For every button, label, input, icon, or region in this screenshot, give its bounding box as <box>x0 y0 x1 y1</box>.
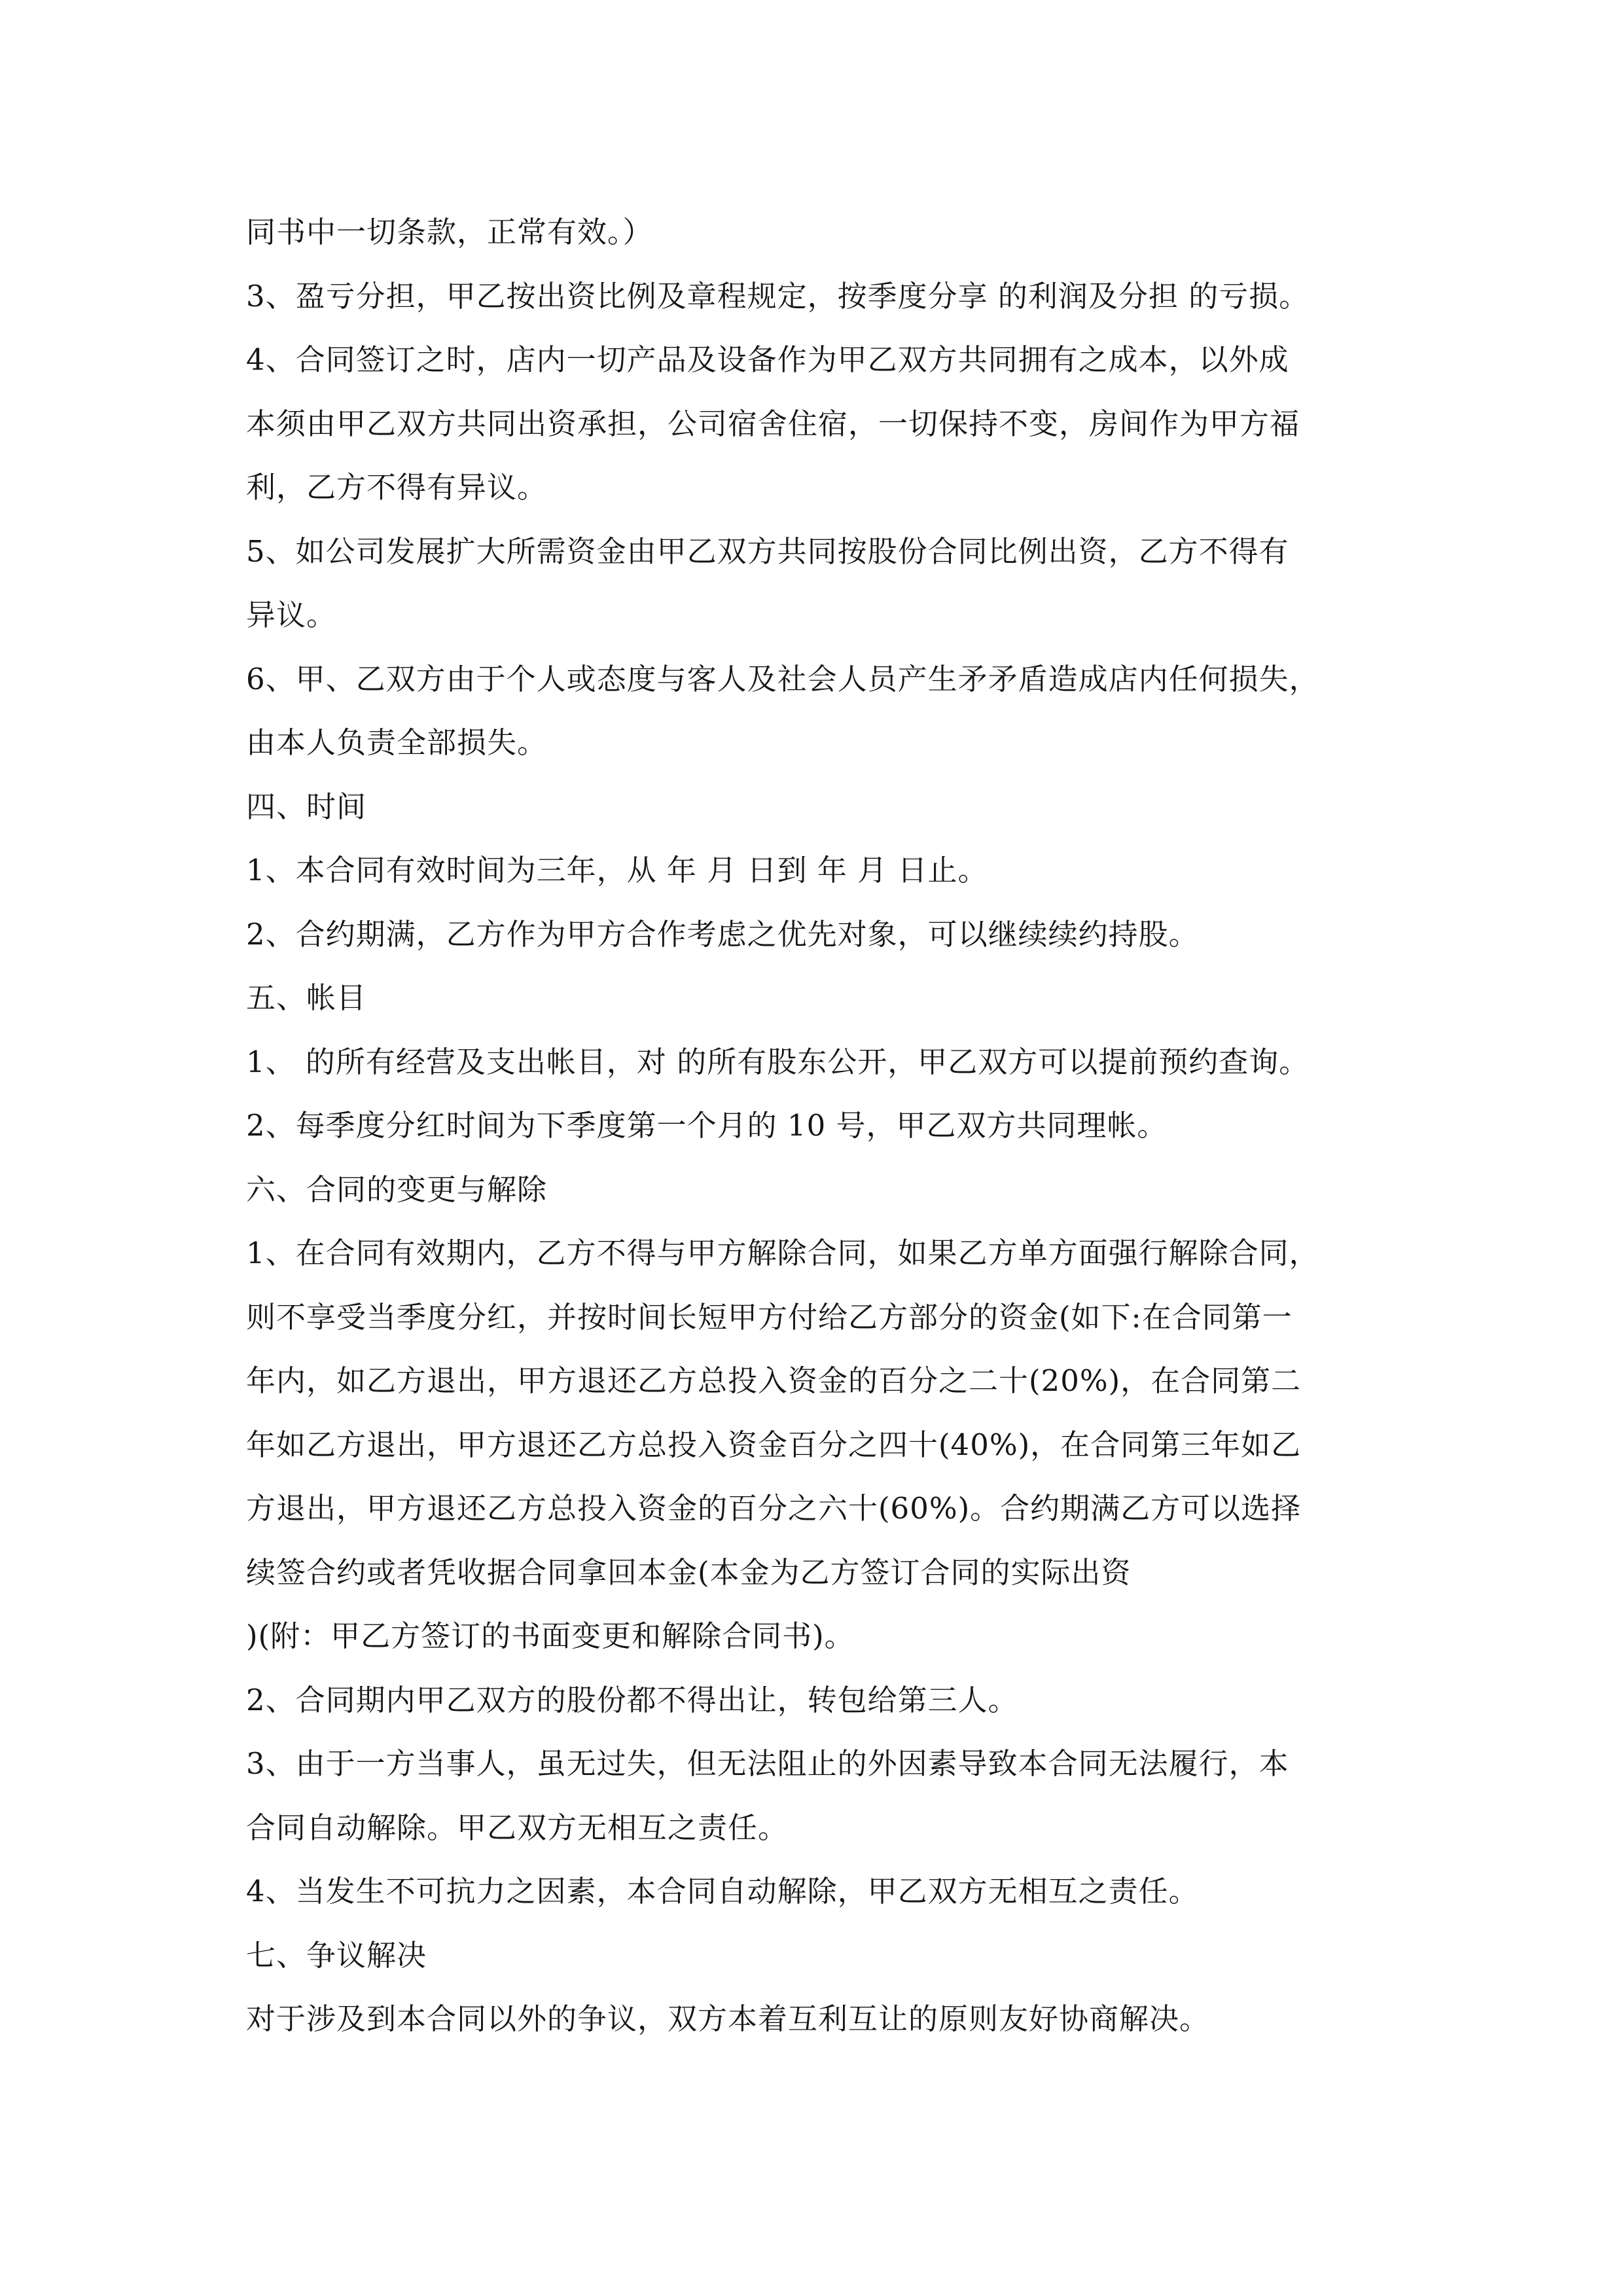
text-line: 异议。 <box>246 598 337 632</box>
text-line: 利，乙方不得有异议。 <box>246 470 548 505</box>
text-line: 则不享受当季度分红，并按时间长短甲方付给乙方部分的资金(如下:在合同第一 <box>246 1299 1293 1335</box>
text-line: 续签合约或者凭收据合同拿回本金(本金为乙方签订合同的实际出资 <box>246 1554 1132 1590</box>
text-line: 4、合同签订之时，店内一切产品及设备作为甲乙双方共同拥有之成本，以外成 <box>246 342 1289 377</box>
section-heading: 四、时间 <box>246 789 367 824</box>
text-line: 本须由甲乙双方共同出资承担，公司宿舍住宿，一切保持不变，房间作为甲方福 <box>246 406 1300 441</box>
text-line: 2、合约期满，乙方作为甲方合作考虑之优先对象，可以继续续约持股。 <box>246 916 1199 952</box>
text-line: 由本人负责全部损失。 <box>246 725 548 760</box>
text-line: 3、由于一方当事人，虽无过失，但无法阻止的外因素导致本合同无法履行，本 <box>246 1746 1289 1781</box>
document-body <box>246 200 1411 2051</box>
text-line: 1、在合同有效期内，乙方不得与甲方解除合同，如果乙方单方面强行解除合同， <box>246 1236 1319 1270</box>
text-line: 对于涉及到本合同以外的争议，双方本着互利互让的原则友好协商解决。 <box>246 2001 1210 2036</box>
text-line: 5、如公司发展扩大所需资金由甲乙双方共同按股份合同比例出资，乙方不得有 <box>246 533 1289 569</box>
text-line: 2、每季度分红时间为下季度第一个月的 10 号，甲乙双方共同理帐。 <box>246 1108 1168 1143</box>
text-line: 合同自动解除。甲乙双方无相互之责任。 <box>246 1810 789 1845</box>
text-line: 年内，如乙方退出，甲方退还乙方总投入资金的百分之二十(20%)，在合同第二 <box>246 1363 1302 1398</box>
text-line: 1、本合同有效时间为三年，从 年 月 日到 年 月 日止。 <box>246 853 988 888</box>
section-heading: 六、合同的变更与解除 <box>246 1172 548 1207</box>
section-heading: 七、争议解决 <box>246 1937 427 1973</box>
text-line: 3、盈亏分担，甲乙按出资比例及章程规定，按季度分享 的利润及分担 的亏损。 <box>246 278 1310 314</box>
text-line: 年如乙方退出，甲方退还乙方总投入资金百分之四十(40%)，在合同第三年如乙 <box>246 1427 1302 1462</box>
section-heading: 五、帐目 <box>246 980 367 1015</box>
text-line: )(附：甲乙方签订的书面变更和解除合同书)。 <box>246 1619 855 1653</box>
text-line: 同书中一切条款，正常有效。） <box>246 215 653 249</box>
text-line: 方退出，甲方退还乙方总投入资金的百分之六十(60%)。合约期满乙方可以选择 <box>246 1491 1302 1526</box>
text-line: 4、当发生不可抗力之因素，本合同自动解除，甲乙双方无相互之责任。 <box>246 1874 1199 1909</box>
text-line: 1、 的所有经营及支出帐目，对 的所有股东公开，甲乙双方可以提前预约查询。 <box>246 1044 1310 1079</box>
text-line: 2、合同期内甲乙双方的股份都不得出让，转包给第三人。 <box>246 1682 1018 1717</box>
text-line: 6、甲、乙双方由于个人或态度与客人及社会人员产生矛矛盾造成店内任何损失， <box>246 661 1319 696</box>
